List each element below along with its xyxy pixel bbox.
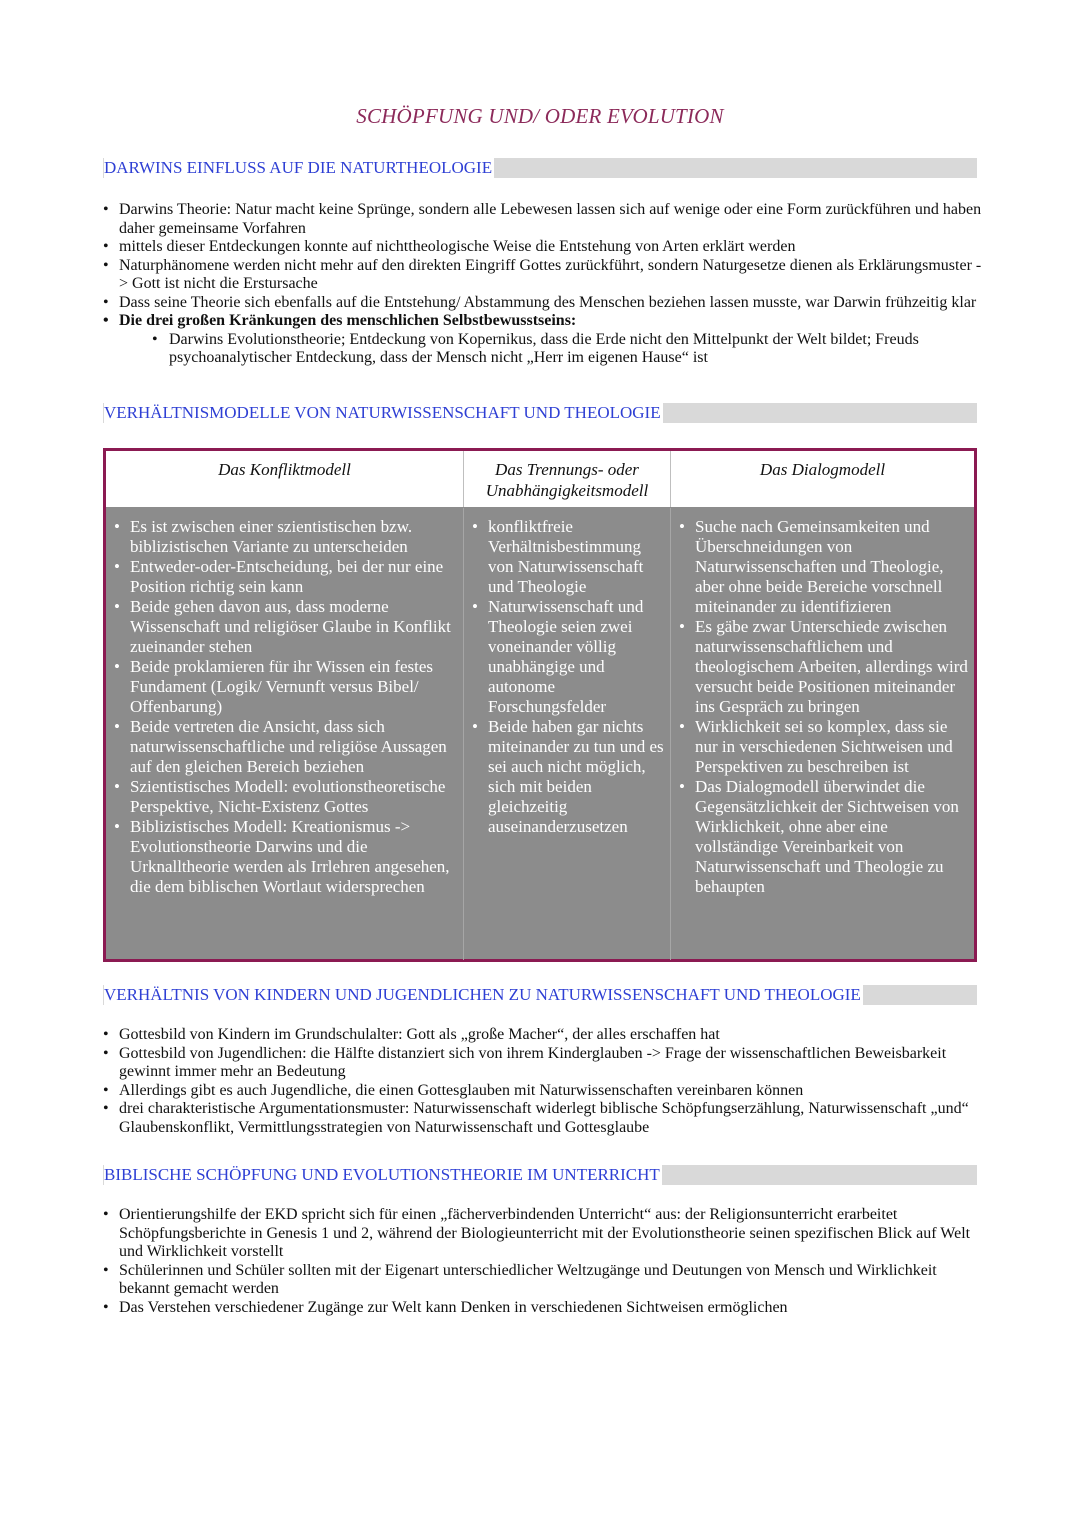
table-header-row [106, 451, 974, 508]
sub-list-item: • Darwins Evolutionstheorie; Entdeckung von Kopernikus, dass die Erde nicht den Mittelpunkt der Welt bildet; Freuds psychoanalytischer Entdeckung, dass der Mensch nicht „Herr im eigenen Hause“ ist [119, 331, 983, 368]
page-title: SCHÖPFUNG UND/ ODER EVOLUTION [356, 104, 724, 128]
cell-list-item: • Beide proklamieren für ihr Wissen ein festes Fundament (Logik/ Vernunft versus Bibel/ Offenbarung) [106, 657, 463, 717]
sub-list [119, 331, 983, 368]
column-header-dialogmodell: Das Dialogmodell [670, 451, 974, 507]
list-item-text: Die drei großen Kränkungen des menschlichen Selbstbewusstseins: [119, 312, 577, 329]
table-cell-trennungsmodell [463, 508, 670, 960]
cell-list-item: • Es ist zwischen einer szientistischen bzw. biblizistischen Variante zu unterscheiden [106, 517, 463, 557]
cell-list-item: • Naturwissenschaft und Theologie seien zwei voneinander völlig unabhängige und autonome Forschungsfelder [464, 597, 670, 717]
cell-list-item: • Entweder-oder-Entscheidung, bei der nur eine Position richtig sein kann [106, 557, 463, 597]
list-item: • drei charakteristische Argumentationsmuster: Naturwissenschaft widerlegt biblische Schöpfungserzählung, Naturwissenschaft „und“ Glaubenskonflikt, Vermittlungsstrategien von Naturwissenschaft und Gottesglaube [103, 1100, 983, 1137]
cell-list-item: • Beide vertreten die Ansicht, dass sich naturwissenschaftliche und religiöse Aussagen auf den gleichen Bereich beziehen [106, 717, 463, 777]
list-item: • Gottesbild von Kindern im Grundschulalter: Gott als „große Macher“, der alles erschaffen hat [103, 1026, 983, 1045]
list-item: • Allerdings gibt es auch Jugendliche, die einen Gottesglauben mit Naturwissenschaften vereinbaren können [103, 1082, 983, 1101]
column-header-trennungsmodell: Das Trennungs- oder Unabhängigkeitsmodell [463, 451, 670, 507]
list-item: • Naturphänomene werden nicht mehr auf den direkten Eingriff Gottes zurückführt, sondern Naturgesetze dienen als Erklärungsmuster -> Gott ist nicht die Erstursache [103, 257, 983, 294]
list-item: • Schülerinnen und Schüler sollten mit der Eigenart unterschiedlicher Weltzugänge und Deutungen von Mensch und Wirklichkeit bekannt gemacht werden [103, 1262, 983, 1299]
list-item: • Darwins Theorie: Natur macht keine Sprünge, sondern alle Lebewesen lassen sich auf wenige oder eine Form zurückführen und haben daher gemeinsame Vorfahren [103, 201, 983, 238]
cell-list-item: • Biblizistisches Modell: Kreationismus -> Evolutionstheorie Darwins und die Urknalltheorie werden als Irrlehren angesehen, die dem biblischen Wortlaut widersprechen [106, 817, 463, 897]
section-heading-text: VERHÄLTNISMODELLE VON NATURWISSENSCHAFT UND THEOLOGIE [104, 403, 661, 422]
darwin-list [103, 201, 983, 368]
list-item: • Das Verstehen verschiedener Zugänge zur Welt kann Denken in verschiedenen Sichtweisen ermöglichen [103, 1299, 983, 1318]
section-heading-models [103, 403, 977, 423]
cell-list-item: • Suche nach Gemeinsamkeiten und Überschneidungen von Naturwissenschaften und Theologie, aber ohne beide Bereiche vorschnell miteinander zu identifizieren [671, 517, 974, 617]
list-item: • Dass seine Theorie sich ebenfalls auf die Entstehung/ Abstammung des Menschen beziehen lassen musste, war Darwin frühzeitig klar [103, 294, 983, 313]
list-item-bold [103, 312, 983, 368]
section-heading-text: DARWINS EINFLUSS AUF DIE NATURTHEOLOGIE [104, 158, 493, 177]
table-body-row [106, 508, 974, 960]
list-item: • Orientierungshilfe der EKD spricht sich für einen „fächerverbindenden Unterricht“ aus: der Religionsunterricht erarbeitet Schöpfungsberichte in Genesis 1 und 2, während der Biologieunterricht mit der Evolutionstheorie seinen spezifischen Blick auf Welt und Wirklichkeit vorstellt [103, 1206, 983, 1262]
cell-list-item: • Wirklichkeit sei so komplex, dass sie nur in verschiedenen Sichtweisen und Perspektiven zu beschreiben ist [671, 717, 974, 777]
cell-list-item: • Es gäbe zwar Unterschiede zwischen naturwissenschaftlichem und theologischem Arbeiten, allerdings wird versucht beide Positionen miteinander ins Gespräch zu bringen [671, 617, 974, 717]
section-heading-text: BIBLISCHE SCHÖPFUNG UND EVOLUTIONSTHEORIE IM UNTERRICHT [104, 1165, 660, 1184]
section-heading-darwin [103, 158, 977, 178]
cell-list-item: • konfliktfreie Verhältnisbestimmung von Naturwissenschaft und Theologie [464, 517, 670, 597]
list-item: • Gottesbild von Jugendlichen: die Hälfte distanziert sich von ihrem Kinderglauben -> Frage der wissenschaftlichen Beweisbarkeit gewinnt immer mehr an Bedeutung [103, 1045, 983, 1082]
cell-list-item: • Beide gehen davon aus, dass moderne Wissenschaft und religiöser Glaube in Konflikt zueinander stehen [106, 597, 463, 657]
cell-list-item: • Das Dialogmodell überwindet die Gegensätzlichkeit der Sichtweisen von Wirklichkeit, ohne aber eine vollständige Vereinbarkeit von Naturwissenschaft und Theologie zu behaupten [671, 777, 974, 897]
models-table [103, 448, 977, 962]
youth-list [103, 1026, 983, 1137]
cell-list-item: • Beide haben gar nichts miteinander zu tun und es sei auch nicht möglich, sich mit beiden gleichzeitig auseinanderzusetzen [464, 717, 670, 837]
column-header-konfliktmodell: Das Konfliktmodell [218, 460, 351, 479]
school-list [103, 1206, 983, 1317]
cell-list-item: • Szientistisches Modell: evolutionstheoretische Perspektive, Nicht-Existenz Gottes [106, 777, 463, 817]
section-heading-school [103, 1165, 977, 1185]
table-cell-konfliktmodell [106, 508, 463, 960]
table-cell-dialogmodell [670, 508, 974, 960]
section-heading-text: VERHÄLTNIS VON KINDERN UND JUGENDLICHEN ZU NATURWISSENSCHAFT UND THEOLOGIE [104, 985, 861, 1004]
list-item: • mittels dieser Entdeckungen konnte auf nichttheologische Weise die Entstehung von Arten erklärt werden [103, 238, 983, 257]
section-heading-youth [103, 985, 977, 1005]
